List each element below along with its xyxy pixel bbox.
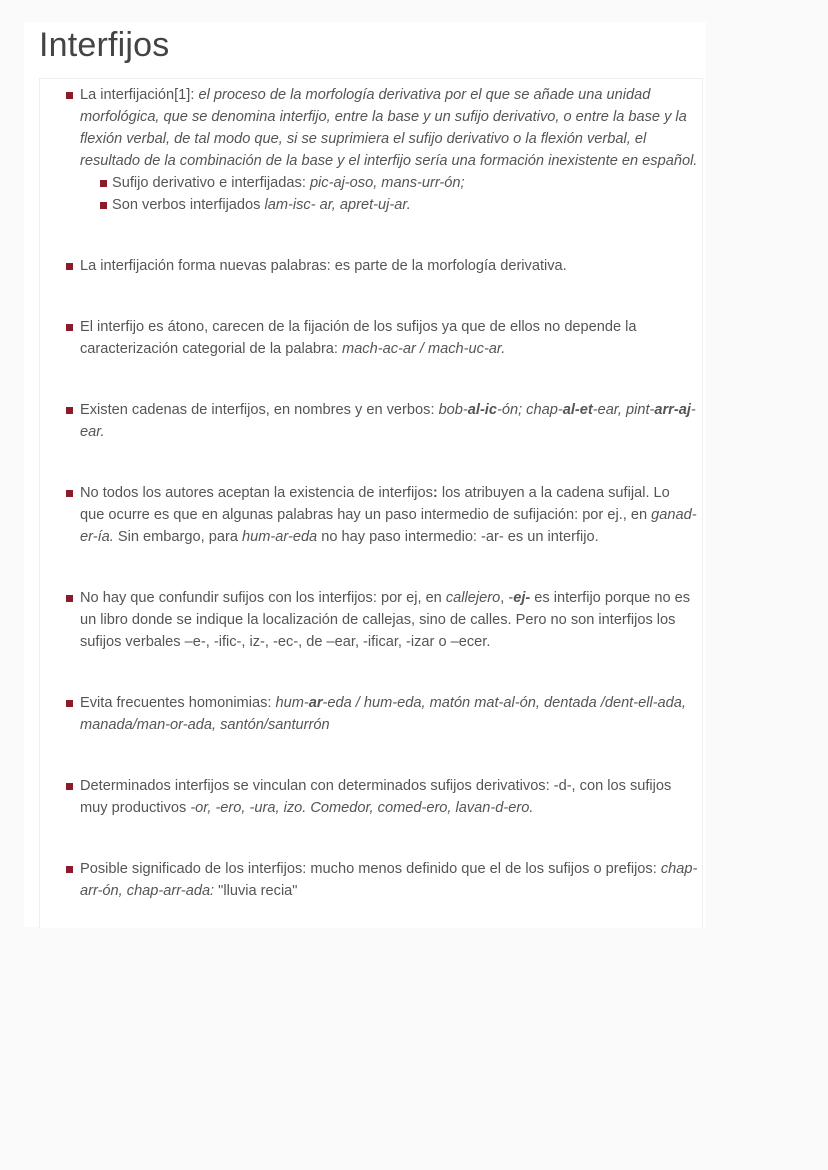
list-item (66, 316, 698, 360)
text-run: ganad-er-ía. (80, 507, 697, 545)
text-run: "lluvia recia" (214, 883, 298, 899)
sub-list-item (100, 172, 698, 194)
page-title: Interfijos (39, 26, 170, 64)
square-bullet-icon (66, 263, 73, 270)
list-item (66, 587, 698, 653)
square-bullet-icon (66, 490, 73, 497)
text-run: -ear. (80, 402, 696, 440)
square-bullet-icon (66, 783, 73, 790)
text-run: Sin embargo, para (113, 529, 242, 545)
list-item (66, 84, 698, 216)
text-run: La interfijación forma nuevas palabras: es parte de la morfología derivativa. (80, 258, 567, 274)
text-run: -or, -ero, -ura, izo. Comedor, comed-ero, lavan-d-ero. (190, 800, 534, 816)
list-item (66, 858, 698, 902)
square-bullet-icon (66, 700, 73, 707)
text-run: ej- (513, 590, 531, 606)
text-run: No hay que confundir sufijos con los interfijos: por ej, en (80, 590, 446, 606)
square-bullet-icon (66, 324, 73, 331)
square-bullet-icon (66, 92, 73, 99)
text-run: -ear, pint- (592, 402, 655, 418)
text-run: callejero (445, 590, 501, 606)
text-run: El interfijo es átono, carecen de la fijación de los sufijos ya que de ellos no depende la caracterización categorial de la palabra: (80, 319, 637, 357)
text-run: lam-isc- ar, apret-uj-ar. (264, 197, 411, 213)
list-item (66, 692, 698, 736)
sub-list (80, 172, 698, 216)
content-box (39, 78, 703, 928)
sub-list-item (100, 194, 698, 216)
text-run: , - (500, 590, 514, 606)
text-run: chap-arr-ón, chap-arr-ada: (80, 861, 698, 899)
square-bullet-icon (66, 866, 73, 873)
text-run: -eda / hum-eda, matón mat-al-ón, dentada /dent-ell-ada, manada/man-or-ada, santón/santurrón (80, 695, 686, 733)
square-bullet-icon (100, 180, 107, 187)
text-run: es interfijo porque no es un libro donde se indique la localización de callejas, sino de calles. Pero no son interfijos los sufijos verbales –e-, -ific-, iz-, -ec-, de –ear, -ificar, -izar o –ecer. (80, 590, 691, 650)
text-run: no hay paso intermedio: -ar- es un interfijo. (317, 529, 599, 545)
list-item (66, 255, 698, 277)
text-run: Son verbos interfijados (112, 197, 265, 213)
square-bullet-icon (66, 595, 73, 602)
text-run: Existen cadenas de interfijos, en nombres y en verbos: (80, 402, 439, 418)
text-run: Determinados interfijos se vinculan con determinados sufijos derivativos: -d-, con los sufijos muy productivos (80, 778, 672, 816)
square-bullet-icon (100, 202, 107, 209)
bullet-list (66, 84, 698, 941)
list-item (66, 482, 698, 548)
text-run: hum- (275, 695, 309, 711)
text-run: al-et (562, 402, 593, 418)
list-item (66, 775, 698, 819)
text-run: mach-ac-ar / mach-uc-ar. (342, 341, 506, 357)
square-bullet-icon (66, 407, 73, 414)
text-run: al-ic (467, 402, 497, 418)
text-run: No todos los autores aceptan la existencia de interfijos (80, 485, 433, 501)
document-page (24, 22, 706, 927)
text-run: los atribuyen a la cadena sufijal. Lo que ocurre es que en algunas palabras hay un paso intermedio de sufijación: por ej., en (80, 485, 670, 523)
list-item (66, 399, 698, 443)
text-run: Evita frecuentes homonimias: (80, 695, 276, 711)
text-run: -ón; chap- (496, 402, 563, 418)
text-run: : (432, 485, 438, 501)
text-run: arr-aj (654, 402, 691, 418)
text-run: ar (308, 695, 323, 711)
text-run: Posible significado de los interfijos: mucho menos definido que el de los sufijos o prefijos: (80, 861, 661, 877)
text-run: La interfijación[1]: (80, 87, 199, 103)
text-run: bob- (438, 402, 468, 418)
text-run: pic-aj-oso, mans-urr-ón; (309, 175, 465, 191)
text-run: el proceso de la morfología derivativa por el que se añade una unidad morfológica, que se denomina interfijo, entre la base y un sufijo derivativo, o entre la base y la flexión verbal, de tal modo que, si se suprimiera el sufijo derivativo o la flexión verbal, el resultado de la combinación de la base y el interfijo sería una formación inexistente en español. (80, 87, 698, 169)
text-run: hum-ar-eda (242, 529, 318, 545)
text-run: Sufijo derivativo e interfijadas: (112, 175, 310, 191)
